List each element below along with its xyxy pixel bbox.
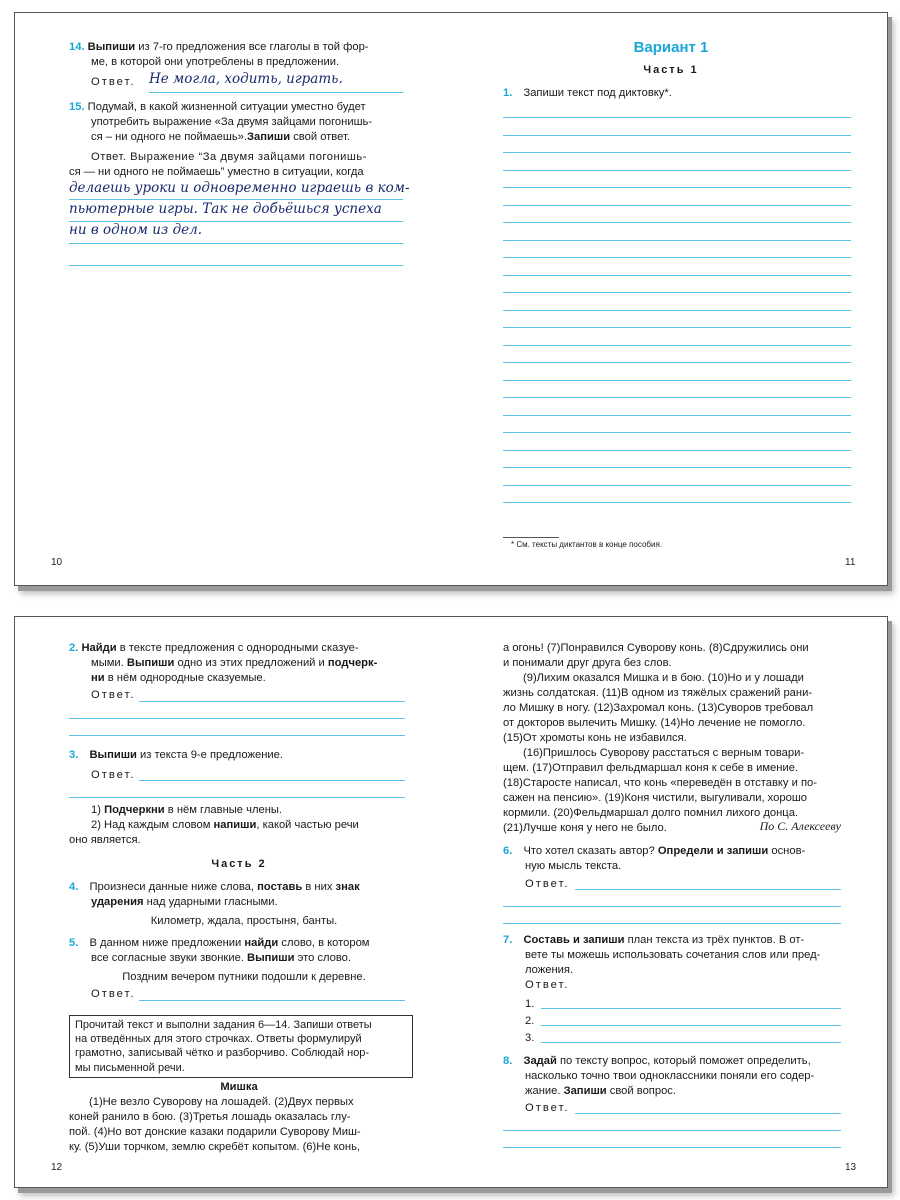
task-text: в них: [302, 881, 336, 893]
task-number: 7.: [503, 934, 513, 946]
task-text: вете ты можешь использовать сочетания слов или пред-: [525, 949, 821, 961]
task-2: [69, 641, 419, 686]
task-number: 2.: [69, 642, 79, 654]
plan-item-number: 1.: [525, 998, 535, 1010]
task-number: 1.: [503, 87, 513, 99]
answer-line: [503, 1130, 841, 1131]
dictation-line: [503, 170, 851, 171]
task-text: в тексте предложения с однородными сказуе-: [116, 642, 359, 654]
answer-text: Ответ. Выражение “За двумя зайцами погонишь-: [91, 151, 367, 163]
task-text: слово, в котором: [278, 937, 370, 949]
story-line: а огонь! (7)Понравился Суворову конь. (8)Сдружились они: [503, 642, 809, 654]
plan-item-number: 2.: [525, 1015, 535, 1027]
task-verb: Найди: [81, 642, 117, 654]
dictation-line: [503, 345, 851, 346]
story-line: кормили. (20)Фельдмаршал долго помнил лихого донца.: [503, 807, 799, 819]
dictation-line: [503, 467, 851, 468]
task-8: [503, 1054, 853, 1099]
task-number: 8.: [503, 1055, 513, 1067]
answer-label: Ответ.: [91, 769, 136, 781]
task-15: [69, 100, 419, 145]
page-number: 12: [51, 1162, 63, 1173]
task-text: план текста из трёх пунктов. В от-: [624, 934, 805, 946]
plan-line: [541, 1025, 841, 1026]
page-number: 11: [845, 557, 856, 568]
task-verb: подчерк-: [327, 657, 378, 669]
story-line: сажен на пенсию». (19)Коня чистили, выгуливали, хорошо: [503, 792, 808, 804]
dictation-line: [503, 362, 851, 363]
plan-item-number: 3.: [525, 1032, 535, 1044]
task-number: 6.: [503, 845, 513, 857]
task-text: ную мысль текста.: [525, 860, 622, 872]
part-heading: Часть 1: [643, 64, 699, 76]
task-verb: поставь: [257, 881, 303, 893]
story-line: пой. (4)Но вот донские казаки подарили Суворову Миш-: [69, 1126, 361, 1138]
plan-line: [541, 1008, 841, 1009]
task-text: оно является.: [69, 834, 141, 846]
instruction-box: [69, 1015, 413, 1078]
story-line: (18)Старосте написал, что конь «переведён в отставку и по-: [503, 777, 817, 789]
story-line: (21)Лучше коня у него не было.: [503, 822, 667, 834]
task-text: насколько точно твои одноклассники поняли его содер-: [525, 1070, 815, 1082]
story-line: коней ранило в бою. (3)Третья лошадь оказалась глу-: [69, 1111, 351, 1123]
story-line: ло Мишку в ногу. (12)Захромал конь. (13)Суворов требовал: [503, 702, 814, 714]
answer-line: [139, 1000, 405, 1001]
dictation-line: [503, 275, 851, 276]
story-author: По С. Алексееву: [759, 819, 841, 833]
spread-pages-10-11: [14, 12, 888, 586]
answer-line: [503, 906, 841, 907]
answer-text: ся — ни одного не поймаешь” уместно в ситуации, когда: [69, 166, 364, 178]
task-text: свой вопрос.: [606, 1085, 676, 1097]
page-11: [451, 13, 887, 585]
story-line: (16)Пришлось Суворову расстаться с верным товари-: [523, 747, 805, 759]
dictation-line: [503, 310, 851, 311]
task-text: из 7-го предложения все глаголы в той фор-: [135, 41, 369, 53]
task-verb: Выпиши: [247, 952, 295, 964]
task-verb: ни: [91, 672, 105, 684]
task-text: ложения.: [525, 964, 574, 976]
task-text: это слово.: [294, 952, 352, 964]
task-7: [503, 933, 853, 978]
task-verb: Определи и запиши: [657, 845, 769, 857]
answer-label: Ответ.: [91, 76, 136, 88]
dictation-line: [503, 257, 851, 258]
dictation-line: [503, 397, 851, 398]
task-6: [503, 844, 853, 874]
word-list: Километр, ждала, простыня, банты.: [150, 915, 338, 927]
answer-printed: [69, 150, 421, 180]
story-line: и понимали друг друга без слов.: [503, 657, 672, 669]
task-text: все согласные звуки звонкие.: [91, 952, 248, 964]
hand-line: ни в одном из дел.: [69, 222, 202, 238]
spread-pages-12-13: [14, 616, 888, 1188]
story-line: (15)От хромоты конь не избавился.: [503, 732, 687, 744]
task-3-subtasks: [69, 803, 419, 848]
task-text: 2) Над каждым словом: [91, 819, 214, 831]
dictation-line: [503, 485, 851, 486]
dictation-line: [503, 117, 851, 118]
page-10: [15, 13, 451, 585]
answer-label: Ответ.: [91, 689, 136, 701]
story-line: (9)Лихим оказался Мишка и в бою. (10)Но и у лошади: [523, 672, 804, 684]
dictation-line: [503, 222, 851, 223]
hand-line: делаешь уроки и одновременно играешь в ком-: [69, 180, 410, 196]
story-line: (1)Не везло Суворову на лошадей. (2)Двух первых: [89, 1096, 354, 1108]
task-number: 14.: [69, 41, 85, 53]
answer-line: [139, 701, 405, 702]
answer-line: [69, 243, 403, 244]
task-4: [69, 880, 419, 910]
story-line: от докторов вылечить Мишку. (14)Но лечение не помогло.: [503, 717, 806, 729]
task-3: [69, 748, 283, 763]
task-text: из текста 9-е предложение.: [136, 749, 283, 761]
answer-line: [69, 199, 403, 200]
task-verb: Составь и запиши: [523, 934, 625, 946]
story-line: щем. (17)Отправил фельдмаршал коня к себе в имение.: [503, 762, 799, 774]
task-text: 1): [91, 804, 105, 816]
dictation-line: [503, 292, 851, 293]
answer-line: [69, 797, 405, 798]
task-number: 4.: [69, 881, 79, 893]
task-verb: ударения: [91, 896, 144, 908]
dictation-line: [503, 502, 851, 503]
task-number: 5.: [69, 937, 79, 949]
story-continued: [503, 641, 853, 836]
task-text: основ-: [768, 845, 806, 857]
answer-label: Ответ.: [525, 979, 570, 991]
story-line: жизнь солдатская. (11)В одном из тяжёлых сражений рани-: [503, 687, 813, 699]
task-text: употребить выражение «За двумя зайцами погонишь-: [91, 116, 373, 128]
dictation-line: [503, 152, 851, 153]
task-verb: Задай: [523, 1055, 557, 1067]
task-text: над ударными гласными.: [143, 896, 278, 908]
task-1: [503, 86, 672, 101]
box-line: на отведённых для этого строчках. Ответы формулируй: [75, 1033, 362, 1046]
answer-line: [575, 1113, 841, 1114]
hand-line: пьютерные игры. Так не добьёшься успеха: [69, 201, 382, 217]
task-number: 3.: [69, 749, 79, 761]
task-verb: Выпиши: [89, 749, 137, 761]
task-text: Подумай, в какой жизненной ситуации уместно будет: [87, 101, 366, 113]
answer-label: Ответ.: [525, 878, 570, 890]
story-title: Мишка: [220, 1081, 258, 1093]
task-text: Запиши текст под диктовку*.: [523, 87, 672, 99]
task-text: в нём однородные сказуемые.: [104, 672, 266, 684]
task-text: , какой частью речи: [256, 819, 359, 831]
answer-line: [69, 221, 403, 222]
variant-title: Вариант 1: [633, 39, 709, 56]
task-text: одно из этих предложений и: [174, 657, 328, 669]
task-text: по тексту вопрос, который поможет определить,: [556, 1055, 811, 1067]
task-verb: напиши: [213, 819, 257, 831]
dictation-line: [503, 415, 851, 416]
task-text: мыми.: [91, 657, 127, 669]
page-number: 10: [51, 557, 63, 568]
answer-line: [69, 735, 405, 736]
answer-line: [69, 718, 405, 719]
part-heading: Часть 2: [211, 858, 267, 870]
task-number: 15.: [69, 101, 85, 113]
handwritten-answer: [69, 178, 410, 241]
box-line: Прочитай текст и выполни задания 6—14. Запиши ответы: [75, 1019, 372, 1031]
dictation-line: [503, 135, 851, 136]
task-verb: Запиши: [563, 1085, 607, 1097]
handwritten-answer: Не могла, ходить, играть.: [149, 71, 343, 87]
task-text: жание.: [525, 1085, 564, 1097]
task-verb: Выпиши: [126, 657, 175, 669]
example-sentence: Поздним вечером путники подошли к деревне.: [122, 971, 366, 983]
page-number: 13: [845, 1162, 857, 1173]
story-text: [69, 1095, 419, 1155]
task-text: в нём главные члены.: [164, 804, 283, 816]
answer-line: [69, 265, 403, 266]
dictation-line: [503, 327, 851, 328]
dictation-line: [503, 240, 851, 241]
dictation-line: [503, 432, 851, 433]
dictation-line: [503, 187, 851, 188]
task-verb: Подчеркни: [104, 804, 165, 816]
task-5: [69, 936, 419, 966]
task-verb: знак: [335, 881, 360, 893]
task-text: свой ответ.: [290, 131, 350, 143]
dictation-line: [503, 205, 851, 206]
task-text: Произнеси данные ниже слова,: [89, 881, 258, 893]
box-line: мы письменной речи.: [75, 1061, 185, 1074]
task-text: ся – ни одного не поймаешь».: [91, 131, 248, 143]
answer-line: [575, 889, 841, 890]
task-verb: найди: [244, 937, 279, 949]
task-verb: Запиши: [247, 131, 291, 143]
answer-line: [149, 92, 403, 93]
answer-line: [139, 780, 405, 781]
answer-label: Ответ.: [91, 988, 136, 1000]
page-12: [15, 617, 451, 1187]
plan-line: [541, 1042, 841, 1043]
footnote-rule: [503, 537, 559, 538]
task-text: В данном ниже предложении: [89, 937, 245, 949]
dictation-line: [503, 450, 851, 451]
task-verb: Выпиши: [87, 41, 136, 53]
task-14: [69, 40, 419, 70]
footnote: * См. тексты диктантов в конце пособия.: [511, 540, 662, 549]
task-text: ме, в которой они употреблены в предложении.: [91, 56, 340, 68]
box-line: грамотно, записывай чётко и разборчиво. Соблюдай нор-: [75, 1047, 370, 1060]
task-text: Что хотел сказать автор?: [523, 845, 658, 857]
answer-label: Ответ.: [525, 1102, 570, 1114]
story-line: ку. (5)Уши торчком, землю скребёт копытом. (6)Не конь,: [69, 1141, 361, 1153]
answer-line: [503, 1147, 841, 1148]
page-13: [451, 617, 887, 1187]
answer-line: [503, 923, 841, 924]
dictation-line: [503, 380, 851, 381]
